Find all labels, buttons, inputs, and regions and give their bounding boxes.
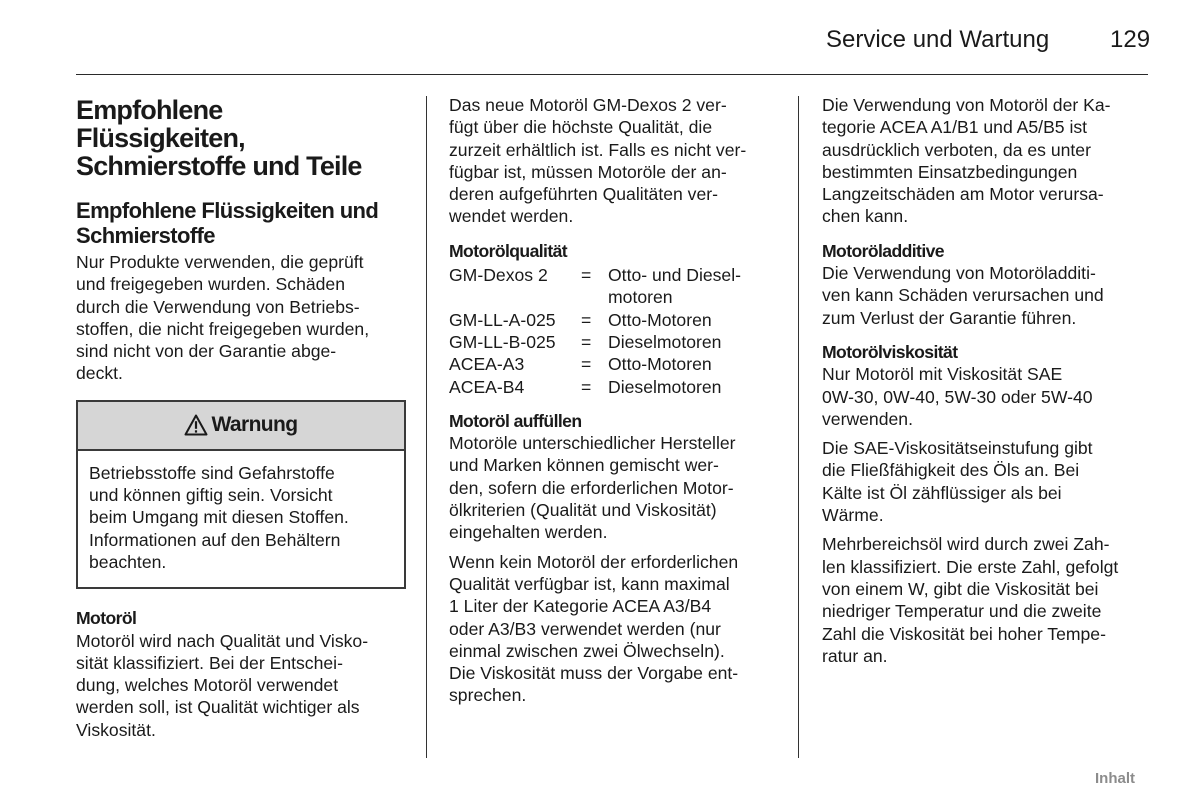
- text-line: Die Viskosität muss der Vorgabe ent-: [449, 663, 739, 684]
- viscosity-heading: Motorölviskosität: [822, 341, 958, 362]
- text-line: Nur Motoröl mit Viskosität SAE: [822, 364, 1063, 385]
- warning-label: Warnung: [211, 413, 298, 437]
- quality-value: [608, 264, 741, 309]
- oil-quality-table: [449, 264, 741, 398]
- title-line: Schmierstoffe und Teile: [76, 151, 362, 181]
- quality-value: Otto-Motoren: [608, 309, 712, 330]
- quality-value: Otto-Motoren: [608, 354, 712, 375]
- quality-heading: Motorölqualität: [449, 240, 568, 261]
- text-line: und Marken können gemischt wer-: [449, 455, 719, 476]
- quality-name: GM-Dexos 2: [449, 265, 548, 286]
- text-line: len klassifiziert. Die erste Zahl, gefolgt: [822, 556, 1119, 577]
- additive-heading: Motoröladditive: [822, 240, 944, 261]
- text-line: einmal zwischen zwei Ölwechseln).: [449, 640, 725, 661]
- acea-paragraph: [822, 94, 1152, 228]
- page-number: 129: [1110, 26, 1151, 53]
- equals-sign: =: [581, 331, 592, 352]
- text-line: die Fließfähigkeit des Öls an. Bei: [822, 460, 1080, 481]
- column-divider-1: [426, 96, 427, 758]
- viscosity-paragraph: [822, 533, 1152, 667]
- equals-sign: =: [581, 376, 592, 397]
- text-line: zurzeit erhältlich ist. Falls es nicht ver-: [449, 139, 747, 160]
- table-row: [449, 376, 741, 398]
- viscosity-paragraph: [822, 437, 1152, 526]
- text-line: beim Umgang mit diesen Stoffen.: [89, 507, 349, 528]
- text-line: Langzeitschäden am Motor verursa-: [822, 184, 1104, 205]
- text-line: 1 Liter der Kategorie ACEA A3/B4: [449, 596, 712, 617]
- text-line: ölkriterien (Qualität und Viskosität): [449, 500, 717, 521]
- quality-value: Dieselmotoren: [608, 331, 722, 352]
- text-line: deren aufgeführten Qualitäten ver-: [449, 184, 718, 205]
- table-row: [449, 264, 741, 309]
- text-line: durch die Verwendung von Betriebs-: [76, 296, 360, 317]
- text-line: ratur an.: [822, 645, 888, 666]
- title-line: Flüssigkeiten,: [76, 123, 245, 153]
- section-title: [76, 96, 408, 180]
- table-row: [449, 309, 741, 331]
- text-line: 0W-30, 0W-40, 5W-30 oder 5W-40: [822, 386, 1093, 407]
- title-line: Empfohlene: [76, 95, 223, 125]
- intro-paragraph: [76, 251, 408, 385]
- text-line: Die Verwendung von Motoröl der Ka-: [822, 95, 1111, 115]
- contents-link[interactable]: Inhalt: [1095, 770, 1135, 787]
- text-line: von einem W, gibt die Viskosität bei: [822, 578, 1099, 599]
- text-line: Mehrbereichsöl wird durch zwei Zah-: [822, 534, 1110, 555]
- text-line: sprechen.: [449, 685, 527, 706]
- text-line: Wärme.: [822, 505, 884, 526]
- text-line: Otto- und Diesel-: [608, 265, 741, 286]
- text-line: fügbar ist, müssen Motoröle der an-: [449, 161, 727, 182]
- text-line: Betriebsstoffe sind Gefahrstoffe: [89, 462, 335, 483]
- text-line: beachten.: [89, 551, 167, 572]
- motoroel-heading: Motoröl: [76, 608, 137, 629]
- text-line: Informationen auf den Behältern: [89, 529, 341, 550]
- warning-body: [78, 451, 404, 587]
- dexos-paragraph: [449, 94, 779, 228]
- quality-name: GM-LL-B-025: [449, 331, 556, 352]
- text-line: zum Verlust der Garantie führen.: [822, 307, 1077, 328]
- text-line: Die Verwendung von Motoröladditi-: [822, 263, 1096, 284]
- header-divider: [76, 74, 1148, 75]
- text-line: bestimmten Einsatzbedingungen: [822, 161, 1078, 182]
- text-line: eingehalten werden.: [449, 522, 608, 543]
- text-line: Kälte ist Öl zähflüssiger als bei: [822, 482, 1062, 503]
- text-line: Motoröle unterschiedlicher Hersteller: [449, 433, 736, 454]
- text-line: chen kann.: [822, 206, 909, 227]
- table-row: [449, 353, 741, 375]
- chapter-title: Service und Wartung: [826, 26, 1050, 53]
- text-line: Viskosität.: [76, 719, 156, 740]
- column-divider-2: [798, 96, 799, 758]
- section-subtitle: [76, 198, 408, 248]
- text-line: Motoröl wird nach Qualität und Visko-: [76, 630, 369, 651]
- refill-paragraph: [449, 551, 779, 707]
- equals-sign: =: [581, 309, 592, 330]
- text-line: stoffen, die nicht freigegeben wurden,: [76, 318, 370, 339]
- text-line: motoren: [608, 287, 673, 308]
- equals-sign: =: [581, 265, 592, 286]
- text-line: und freigegeben wurden. Schäden: [76, 274, 346, 295]
- text-line: oder A3/B3 verwendet werden (nur: [449, 618, 721, 639]
- column-2: [449, 94, 779, 707]
- refill-paragraph: [449, 432, 779, 543]
- text-line: Nur Produkte verwenden, die geprüft: [76, 252, 364, 272]
- quality-name: GM-LL-A-025: [449, 309, 556, 330]
- table-row: [449, 331, 741, 353]
- text-line: und können giftig sein. Vorsicht: [89, 485, 333, 506]
- text-line: sind nicht von der Garantie abge-: [76, 341, 337, 362]
- text-line: dung, welches Motoröl verwendet: [76, 675, 339, 696]
- warning-header: [78, 402, 404, 451]
- subtitle-line: Empfohlene Flüssigkeiten und: [76, 198, 379, 223]
- text-line: Die SAE-Viskositätseinstufung gibt: [822, 438, 1093, 459]
- text-line: sität klassifiziert. Bei der Entschei-: [76, 652, 343, 673]
- subtitle-line: Schmierstoffe: [76, 223, 215, 248]
- additive-paragraph: [822, 262, 1152, 329]
- text-line: tegorie ACEA A1/B1 und A5/B5 ist: [822, 117, 1088, 138]
- text-line: ausdrücklich verboten, da es unter: [822, 139, 1091, 160]
- quality-value: Dieselmotoren: [608, 376, 722, 397]
- text-line: niedriger Temperatur und die zweite: [822, 601, 1102, 622]
- motoroel-paragraph: [76, 630, 408, 741]
- warning-box: [76, 400, 406, 589]
- text-line: werden soll, ist Qualität wichtiger als: [76, 697, 360, 718]
- text-line: Qualität verfügbar ist, kann maximal: [449, 573, 730, 594]
- column-1: [76, 94, 408, 741]
- warning-triangle-icon: [184, 414, 208, 436]
- text-line: deckt.: [76, 363, 123, 384]
- text-line: den, sofern die erforderlichen Motor-: [449, 477, 734, 498]
- refill-heading: Motoröl auffüllen: [449, 410, 582, 431]
- column-3: [822, 94, 1152, 667]
- text-line: wendet werden.: [449, 206, 574, 227]
- text-line: ven kann Schäden verursachen und: [822, 285, 1104, 306]
- text-line: Das neue Motoröl GM-Dexos 2 ver-: [449, 95, 727, 115]
- text-line: Wenn kein Motoröl der erforderlichen: [449, 551, 739, 572]
- text-line: fügt über die höchste Qualität, die: [449, 117, 713, 138]
- text-line: verwenden.: [822, 408, 913, 429]
- quality-name: ACEA-A3: [449, 354, 525, 375]
- equals-sign: =: [581, 354, 592, 375]
- text-line: Zahl die Viskosität bei hoher Tempe-: [822, 623, 1106, 644]
- viscosity-paragraph: [822, 363, 1152, 430]
- quality-name: ACEA-B4: [449, 376, 525, 397]
